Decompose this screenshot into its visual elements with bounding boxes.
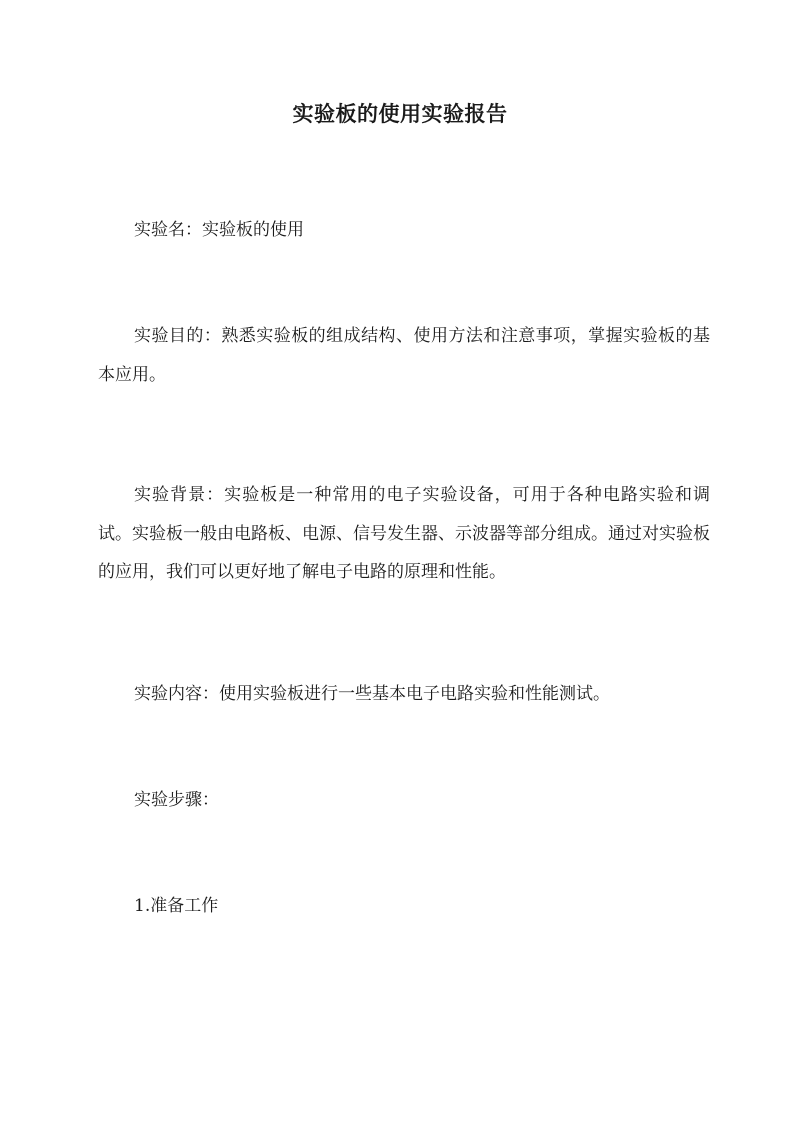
paragraph-experiment-name: 实验名：实验板的使用: [134, 220, 304, 240]
page-title: 实验板的使用实验报告: [292, 101, 508, 126]
paragraph-experiment-steps: 实验步骤：: [134, 790, 219, 810]
paragraph-experiment-content: 实验内容：使用实验板进行一些基本电子电路实验和性能测试。: [134, 684, 610, 704]
paragraph-step-1: 1.准备工作: [134, 896, 219, 916]
paragraph-experiment-purpose: 实验目的：熟悉实验板的组成结构、使用方法和注意事项，掌握实验板的基本应用。: [98, 326, 710, 385]
paragraph-experiment-background: 实验背景：实验板是一种常用的电子实验设备，可用于各种电路实验和调试。实验板一般由电路板、电源、信号发生器、示波器等部分组成。通过对实验板的应用，我们可以更好地了解电子电路的原理和性能。: [98, 485, 710, 582]
